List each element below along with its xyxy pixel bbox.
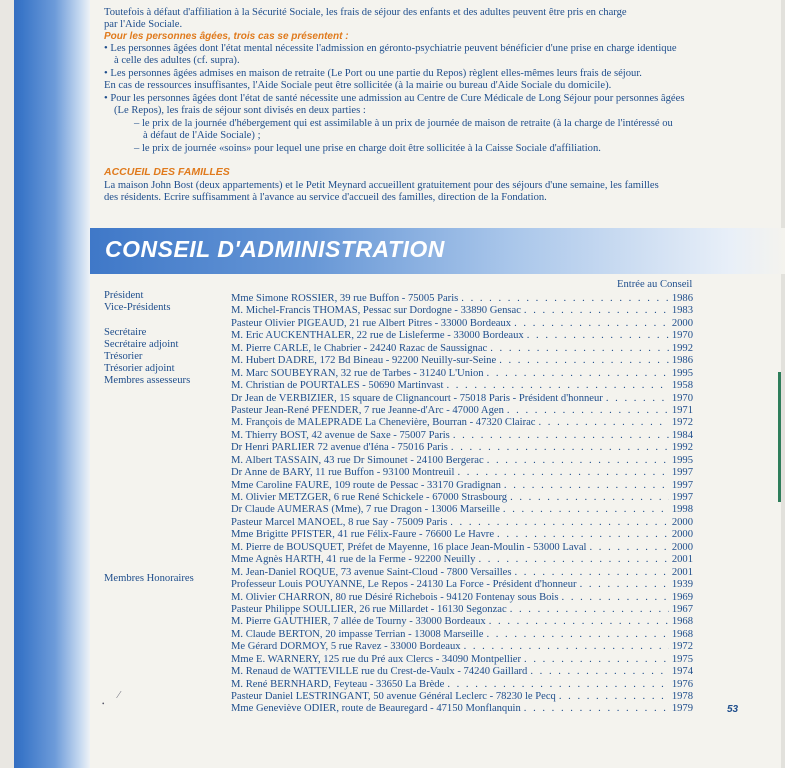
member-row (231, 293, 693, 305)
leader-dots (524, 654, 669, 666)
member-name: Dr Claude AUMERAS (Mme), 7 rue Dragon - 13006 Marseille (231, 504, 500, 516)
pen-mark: ⁄ (118, 690, 120, 701)
member-row (231, 380, 693, 392)
member-row (231, 616, 693, 628)
member-year: 1975 (671, 653, 693, 665)
leader-dots (446, 380, 668, 392)
member-year: 1997 (671, 467, 693, 479)
intro-line-2: par l'Aide Sociale. (104, 19, 183, 30)
leader-dots (580, 579, 669, 591)
member-name: M. Olivier CHARRON, 80 rue Désiré Richebois - 94120 Fontenay sous Bois (231, 591, 559, 603)
leader-dots (490, 343, 669, 355)
green-accent-line (778, 372, 781, 502)
member-row (231, 343, 693, 355)
leader-dots (503, 504, 669, 516)
leader-dots (478, 554, 668, 566)
member-row (231, 455, 693, 467)
member-year: 2000 (671, 317, 693, 329)
leader-dots (524, 305, 669, 317)
member-row (231, 442, 693, 454)
member-year: 1972 (671, 641, 693, 653)
member-row (231, 641, 693, 653)
leader-dots (562, 592, 669, 604)
member-year: 1974 (671, 666, 693, 678)
member-year: 1969 (671, 591, 693, 603)
bullet-3-sub-1-line-1: – le prix de la journée d'hébergement qui est assimilable à un prix de journée de maison de retraite (à la charge de l'intéressé ou (134, 118, 673, 129)
member-name: M. Thierry BOST, 42 avenue de Saxe - 75007 Paris (231, 429, 450, 441)
member-year: 1998 (671, 504, 693, 516)
member-row (231, 393, 693, 405)
role-label: Secrétaire (104, 326, 147, 338)
leader-dots (451, 442, 669, 454)
leader-dots (527, 330, 669, 342)
leader-dots (457, 467, 668, 479)
leader-dots (510, 604, 669, 616)
member-name: M. Christian de POURTALES - 50690 Martinvast (231, 380, 444, 392)
column-header: Entrée au Conseil (617, 279, 693, 290)
section-title: CONSEIL D'ADMINISTRATION (105, 236, 445, 262)
member-year: 1992 (671, 442, 693, 454)
leader-dots (606, 393, 669, 405)
member-row (231, 703, 693, 715)
member-name: Pasteur Olivier PIGEAUD, 21 rue Albert Pitres - 33000 Bordeaux (231, 317, 512, 329)
member-name: M. René BERNHARD, Feyteau - 33650 La Brède (231, 678, 445, 690)
leader-dots (510, 492, 669, 504)
leader-dots (514, 318, 669, 330)
member-row (231, 480, 693, 492)
member-year: 2000 (671, 529, 693, 541)
member-name: M. Eric AUCKENTHALER, 22 rue de Lisleferme - 33000 Bordeaux (231, 330, 524, 342)
leader-dots (487, 368, 669, 380)
member-name: Pasteur Jean-René PFENDER, 7 rue Jeanne-d'Arc - 47000 Agen (231, 404, 504, 416)
leader-dots (487, 455, 669, 467)
member-row (231, 318, 693, 330)
member-year: 1997 (671, 479, 693, 491)
member-year: 1997 (671, 492, 693, 503)
members-list (231, 293, 693, 716)
member-name: M. Marc SOUBEYRAN, 32 rue de Tarbes - 31240 L'Union (231, 367, 484, 379)
leader-dots (515, 567, 669, 579)
member-name: M. Olivier METZGER, 6 rue René Schickele - 67000 Strasbourg (231, 492, 508, 503)
member-row (231, 417, 693, 429)
intro-line-1: Toutefois à défaut d'affiliation à la Sécurité Sociale, les frais de séjour des enfants et des adultes peuvent être pris en charge (104, 7, 627, 18)
member-name: Mme Agnès HARTH, 41 rue de la Ferme - 92200 Neuilly (231, 554, 476, 566)
member-row (231, 368, 693, 380)
member-row (231, 305, 693, 317)
member-row (231, 567, 693, 579)
member-row (231, 504, 693, 516)
member-year: 2001 (671, 554, 693, 566)
member-name: M. Renaud de WATTEVILLE rue du Crest-de-Vaulx - 74240 Gaillard (231, 666, 528, 678)
member-year: 1939 (671, 579, 693, 591)
role-spacer (104, 314, 190, 326)
member-row (231, 654, 693, 666)
member-name: M. François de MALEPRADE La Chenevière, Bourran - 47320 Clairac (231, 417, 536, 429)
cases-heading: Pour les personnes âgées, trois cas se présentent : (104, 31, 349, 42)
bullet-3-sub-2: – le prix de journée «soins» pour lequel une prise en charge doit être sollicitée à la Caisse Sociale d'affiliation. (134, 143, 601, 154)
member-name: M. Claude BERTON, 20 impasse Terrian - 13008 Marseille (231, 628, 484, 640)
member-name: Pasteur Marcel MANOEL, 8 rue Say - 75009 Paris (231, 516, 448, 528)
bullet-1-line-2: à celle des adultes (cf. supra). (114, 55, 240, 66)
page-right-edge (781, 0, 785, 768)
role-label: Président (104, 290, 144, 301)
member-year: 1983 (671, 305, 693, 317)
member-year: 1968 (671, 628, 693, 640)
leader-dots (499, 355, 669, 367)
member-row (231, 542, 693, 554)
role-label: Trésorier (104, 351, 143, 362)
member-row (231, 355, 693, 367)
member-name: M. Pierre de BOUSQUET, Préfet de Mayenne, 16 place Jean-Moulin - 53000 Laval (231, 541, 587, 553)
member-year: 1986 (671, 355, 693, 367)
role-label: Membres assesseurs (104, 375, 191, 387)
member-year: 1992 (671, 342, 693, 354)
member-year: 1995 (671, 367, 693, 379)
page-left-edge (0, 0, 14, 768)
member-year: 1967 (671, 603, 693, 615)
member-name: Mme Geneviève ODIER, route de Beauregard - 47150 Monflanquin (231, 703, 521, 715)
member-name: Mme Simone ROSSIER, 39 rue Buffon - 75005 Paris (231, 293, 459, 304)
leader-dots (461, 293, 669, 305)
member-name: M. Albert TASSAIN, 43 rue Dr Simounet - 24100 Bergerac (231, 454, 484, 466)
member-row (231, 529, 693, 541)
member-name: Dr Henri PARLIER 72 avenue d'Iéna - 75016 Paris (231, 442, 448, 454)
page-number: 53 (727, 704, 739, 715)
leader-dots (530, 666, 668, 678)
member-year: 1971 (671, 404, 693, 416)
leader-dots (559, 691, 669, 703)
member-name: Dr Anne de BARY, 11 rue Buffon - 93100 Montreuil (231, 467, 455, 479)
accueil-line-1: La maison John Bost (deux appartements) et le Petit Meynard accueillent gratuitement pour des séjours d'une semaine, les familles (104, 180, 659, 191)
member-name: M. Pierre CARLE, le Chabrier - 24240 Razac de Saussignac (231, 342, 488, 354)
member-row (231, 405, 693, 417)
member-name: Professeur Louis POUYANNE, Le Repos - 24130 La Force - Président d'honneur (231, 579, 577, 591)
member-row (231, 629, 693, 641)
member-name: Mme Caroline FAURE, 109 route de Pessac - 33170 Gradignan (231, 479, 501, 491)
bullet-1-line-1: • Les personnes âgées dont l'état mental nécessite l'admission en géronto-psychiatrie peuvent bénéficier d'une prise en charge identique (104, 43, 677, 54)
leader-dots (497, 529, 669, 541)
leader-dots (447, 679, 669, 691)
member-year: 1970 (671, 392, 693, 404)
honorary-role-label: Membres Honoraires (104, 573, 194, 584)
leader-dots (450, 517, 669, 529)
member-year: 1958 (671, 380, 693, 392)
leader-dots (489, 616, 669, 628)
member-name: Mme E. WARNERY, 125 rue du Pré aux Clercs - 34090 Montpellier (231, 653, 522, 665)
member-year: 1986 (671, 293, 693, 304)
member-row (231, 679, 693, 691)
member-row (231, 604, 693, 616)
bullet-3-line-1: • Pour les personnes âgées dont l'état de santé nécessite une admission au Centre de Cure Médicale de Long Séjour pour personnes âgées (104, 93, 685, 104)
member-name: Pasteur Philippe SOULLIER, 26 rue Millardet - 16130 Segonzac (231, 603, 507, 615)
member-row (231, 579, 693, 591)
leader-dots (504, 480, 669, 492)
member-name: Mme Brigitte PFISTER, 41 rue Félix-Faure - 76600 Le Havre (231, 529, 495, 541)
member-name: Dr Jean de VERBIZIER, 15 square de Clignancourt - 75018 Paris - Président d'honneur (231, 392, 603, 404)
bullet-2-extra: En cas de ressources insuffisantes, l'Aide Sociale peut être sollicitée (à la mairie ou bureau d'Aide Sociale du domicile). (104, 80, 612, 91)
leader-dots (464, 641, 669, 653)
member-name: Pasteur Daniel LESTRINGANT, 50 avenue Général Leclerc - 78230 le Pecq (231, 691, 556, 702)
member-name: M. Jean-Daniel ROQUE, 73 avenue Saint-Cloud - 7800 Versailles (231, 566, 512, 578)
bullet-3-line-2: (Le Repos), les frais de séjour sont divisés en deux parties : (114, 105, 366, 116)
bullet-3-sub-1-line-2: à défaut de l'Aide Sociale) ; (143, 130, 261, 141)
role-label: Vice-Présidents (104, 302, 171, 314)
member-name: Me Gérard DORMOY, 5 rue Ravez - 33000 Bordeaux (231, 641, 461, 653)
leader-dots (453, 430, 669, 442)
member-year: 1968 (671, 616, 693, 628)
member-year: 1970 (671, 330, 693, 342)
leader-dots (539, 417, 669, 429)
member-row (231, 492, 693, 504)
bullet-2: • Les personnes âgées admises en maison de retraite (Le Port ou une partie du Repos) règlent elles-mêmes leurs frais de séjour. (104, 68, 642, 79)
member-row (231, 554, 693, 566)
member-row (231, 467, 693, 479)
member-year: 1979 (671, 703, 693, 715)
member-year: 2000 (671, 541, 693, 553)
member-name: M. Michel-Francis THOMAS, Pessac sur Dordogne - 33890 Gensac (231, 305, 521, 317)
member-year: 1972 (671, 417, 693, 429)
leader-dots (486, 629, 668, 641)
member-year: 1984 (671, 429, 693, 441)
member-row (231, 592, 693, 604)
member-name: M. Hubert DADRE, 172 Bd Bineau - 92200 Neuilly-sur-Seine (231, 355, 497, 367)
leader-dots (589, 542, 668, 554)
member-row (231, 517, 693, 529)
accueil-line-2: des résidents. Ecrire suffisamment à l'avance au service d'accueil des familles, direction de la Fondation. (104, 192, 547, 203)
member-row (231, 666, 693, 678)
member-year: 1976 (671, 678, 693, 690)
leader-dots (524, 703, 669, 715)
member-year: 1995 (671, 454, 693, 466)
member-row (231, 691, 693, 703)
member-year: 2000 (671, 516, 693, 528)
accueil-heading: ACCUEIL DES FAMILLES (104, 166, 230, 178)
member-row (231, 330, 693, 342)
dot-mark: • (102, 700, 105, 708)
role-label: Trésorier adjoint (104, 363, 175, 375)
leader-dots (507, 405, 669, 417)
roles-column (104, 290, 190, 388)
member-row (231, 430, 693, 442)
member-name: M. Pierre GAUTHIER, 7 allée de Tourny - 33000 Bordeaux (231, 616, 486, 628)
member-year: 2001 (671, 566, 693, 578)
member-year: 1978 (671, 691, 693, 702)
role-label: Secrétaire adjoint (104, 338, 179, 350)
